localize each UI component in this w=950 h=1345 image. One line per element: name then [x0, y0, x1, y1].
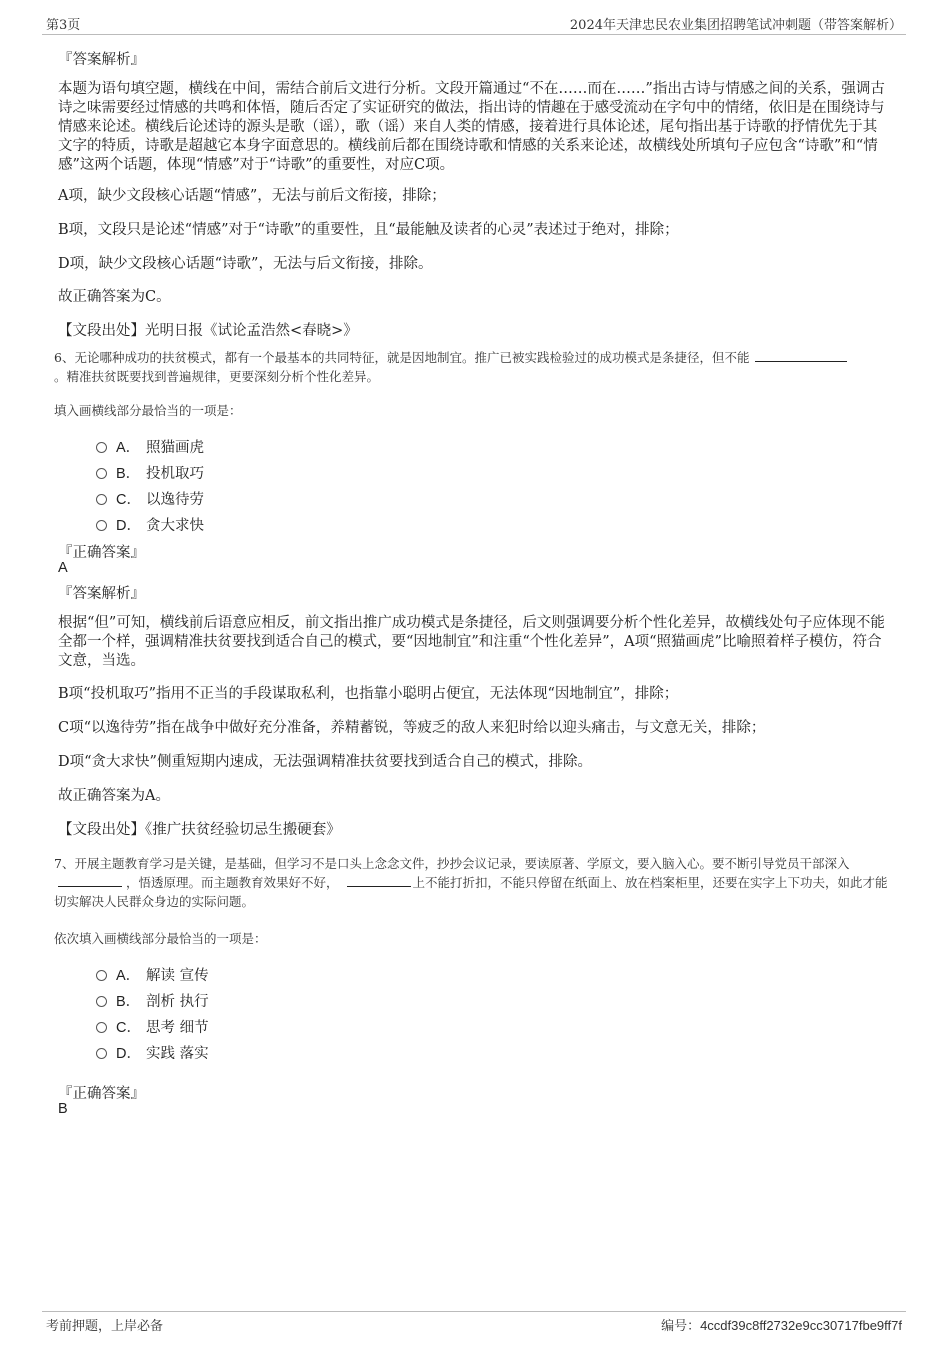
document-serial: 编号：4ccdf39c8ff2732e9cc30717fbe9ff7f — [661, 1318, 902, 1333]
page-number: 第3页 — [46, 18, 81, 33]
question-7-stem-part3: 上不能打折扣，不能只停留在纸面上、放在档案柜里，还要在实字上下功夫，如此才能切实解决人民群众身边的实际问题。 — [54, 875, 888, 909]
question-7-option-d[interactable]: D． 实践 落实 — [96, 1042, 209, 1062]
question-7-prompt: 依次填入画横线部分最恰当的一项是： — [54, 931, 267, 946]
question-7-blank-2 — [347, 874, 411, 887]
question-6-stem-after: 。精准扶贫既要找到普遍规律，更要深刻分析个性化差异。 — [54, 369, 380, 384]
question-7-option-c[interactable]: C． 思考 细节 — [96, 1016, 209, 1036]
answer-label-q7: 『正确答案』 — [58, 1086, 145, 1102]
conclusion-q5: 故正确答案为C。 — [58, 289, 171, 305]
page-footer — [42, 1311, 906, 1334]
radio-icon[interactable] — [96, 970, 107, 981]
question-6-option-d[interactable]: D． 贪大求快 — [96, 514, 204, 534]
radio-icon[interactable] — [96, 520, 107, 531]
question-7-stem — [54, 854, 899, 911]
analysis-option-c-q6: C项“以逸待劳”指在战争中做好充分准备，养精蓄锐，等疲乏的敌人来犯时给以迎头痛击，与文意无关，排除； — [58, 720, 766, 736]
analysis-option-a-q5: A项，缺少文段核心话题“情感”，无法与前后文衔接，排除； — [58, 188, 446, 204]
question-6-stem-before: 6、无论哪种成功的扶贫模式，都有一个最基本的共同特征，就是因地制宜。推广已被实践检验过的成功模式是条捷径，但不能 — [54, 350, 750, 365]
analysis-option-d-q6: D项“贪大求快”侧重短期内速成，无法强调精准扶贫要找到适合自己的模式，排除。 — [58, 754, 592, 770]
question-6-option-c[interactable]: C． 以逸待劳 — [96, 488, 204, 508]
question-6-options — [96, 436, 204, 534]
question-7-stem-part1: 7、开展主题教育学习是关键，是基础，但学习不是口头上念念文件，抄抄会议记录，要读原著、学原文，要入脑入心。要不断引导党员干部深入 — [54, 856, 850, 871]
analysis-label-q5: 『答案解析』 — [58, 52, 145, 68]
radio-icon[interactable] — [96, 1048, 107, 1059]
question-7-blank-1 — [58, 874, 122, 887]
analysis-label-q6: 『答案解析』 — [58, 586, 145, 602]
source-q5: 【文段出处】光明日报《试论孟浩然<春晓>》 — [58, 323, 358, 339]
question-6-option-a[interactable]: A． 照猫画虎 — [96, 436, 204, 456]
answer-q7: B — [58, 1101, 68, 1117]
conclusion-q6: 故正确答案为A。 — [58, 788, 170, 804]
question-7-options — [96, 964, 209, 1062]
footer-slogan: 考前押题，上岸必备 — [46, 1319, 164, 1334]
analysis-option-b-q5: B项，文段只是论述“情感”对于“诗歌”的重要性，且“最能触及读者的心灵”表述过于绝对，排除； — [58, 222, 679, 238]
question-7-option-a[interactable]: A． 解读 宣传 — [96, 964, 209, 984]
analysis-option-b-q6: B项“投机取巧”指用不正当的手段谋取私利，也指靠小聪明占便宜，无法体现“因地制宜”，排除； — [58, 686, 679, 702]
page-header — [42, 14, 906, 35]
question-6-blank — [755, 349, 847, 362]
analysis-option-d-q5: D项，缺少文段核心话题“诗歌”，无法与后文衔接，排除。 — [58, 256, 433, 272]
radio-icon[interactable] — [96, 442, 107, 453]
radio-icon[interactable] — [96, 1022, 107, 1033]
question-6-stem — [54, 348, 899, 386]
analysis-paragraph-q5: 本题为语句填空题，横线在中间，需结合前后文进行分析。文段开篇通过“不在……而在……”指出古诗与情感之间的关系，强调古诗之味需要经过情感的共鸣和体悟，随后否定了实证研究的做法，指出诗的情趣在于感受流动在字句中的情绪，依旧是在围绕诗与情感来论述。横线后论述诗的源头是歌（谣），歌（谣）来自人类的情感，接着进行具体论述，尾句指出基于诗歌的抒情优先于其文字的特质，诗歌是超越它本身字面意思的。横线前后都在围绕诗歌和情感的关系来论述，故横线处所填句子应包含“诗歌”和“情感”这两个话题，体现“情感”对于“诗歌”的重要性，对应C项。 — [58, 81, 885, 173]
radio-icon[interactable] — [96, 468, 107, 479]
question-6-option-b[interactable]: B． 投机取巧 — [96, 462, 204, 482]
radio-icon[interactable] — [96, 494, 107, 505]
question-6-prompt: 填入画横线部分最恰当的一项是： — [54, 403, 242, 418]
question-7-stem-part2: ，悟透原理。而主题教育效果好不好， — [126, 875, 339, 890]
document-title: 2024年天津忠民农业集团招聘笔试冲刺题（带答案解析） — [569, 18, 902, 33]
answer-q6: A — [58, 560, 68, 576]
radio-icon[interactable] — [96, 996, 107, 1007]
source-q6: 【文段出处】《推广扶贫经验切忌生搬硬套》 — [58, 822, 341, 838]
question-7-option-b[interactable]: B． 剖析 执行 — [96, 990, 209, 1010]
answer-label-q6: 『正确答案』 — [58, 545, 145, 561]
analysis-paragraph-q6: 根据“但”可知，横线前后语意应相反，前文指出推广成功模式是条捷径，后文则强调要分析个性化差异，故横线处句子应体现不能全都一个样，强调精准扶贫要找到适合自己的模式，要“因地制宜”和注重“个性化差异”，A项“照猫画虎”比喻照着样子模仿，符合文意，当选。 — [58, 615, 885, 669]
